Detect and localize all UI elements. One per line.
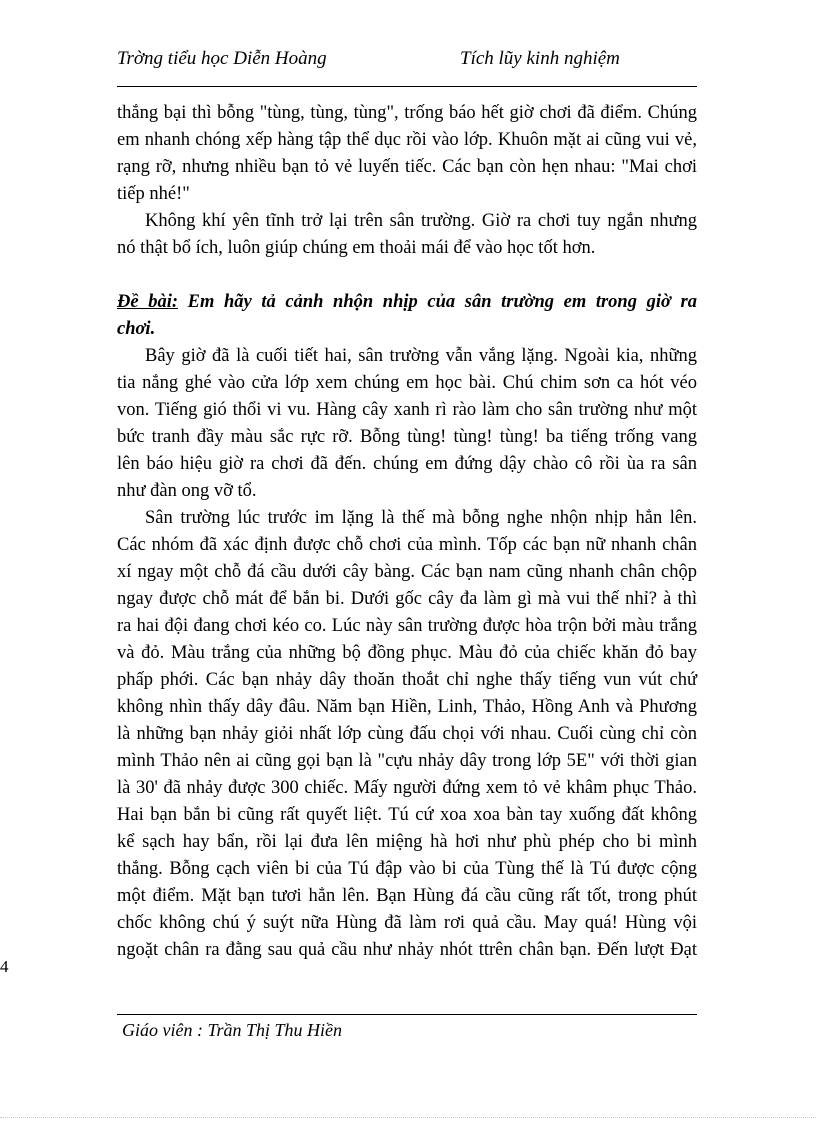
- page-number: 4: [0, 957, 9, 976]
- text-line: nó thật bổ ích, luôn giúp chúng em thoải mái để vào học tốt hơn.: [117, 238, 596, 258]
- text-line: Hai bạn bắn bi cũng rất quyết liệt. Tú cứ xoa xoa bàn tay xuống đất không: [117, 805, 697, 825]
- paragraph-opening: [117, 343, 697, 505]
- header-school-name: Trờng tiểu học Diễn Hoàng: [117, 48, 327, 69]
- text-line: ngay được chỗ mát để bắn bi. Dưới gốc cây đa làm gì mà vui thế nhỉ? à thì: [117, 589, 697, 609]
- text-line: tia nắng ghé vào cửa lớp xem chúng em học bài. Chú chim sơn ca hót véo: [117, 373, 697, 393]
- text-line: bức tranh đầy màu sắc rực rỡ. Bỗng tùng! tùng! tùng! ba tiếng trống vang: [117, 427, 697, 447]
- text-line: em nhanh chóng xếp hàng tập thể dục rồi vào lớp. Khuôn mặt ai cũng vui vẻ,: [117, 130, 697, 150]
- text-line: một điểm. Mặt bạn tươi hẳn lên. Bạn Hùng đá cầu cũng rất tốt, trong phút: [117, 886, 697, 906]
- text-line: mình Thảo nên ai cũng gọi bạn là "cựu nhảy dây trong lớp 5E" với thời gian: [117, 751, 697, 771]
- text-line: phấp phới. Các bạn nhảy dây thoăn thoắt chỉ nghe thấy tiếng vun vút chứ: [117, 670, 697, 690]
- text-line: Bây giờ đã là cuối tiết hai, sân trường vẫn vắng lặng. Ngoài kia, những: [145, 346, 697, 366]
- paragraph-gap: [117, 262, 697, 289]
- text-line: kể sạch hay bẩn, rồi lại đưa lên miệng hà hơi như phù phép cho bi mình: [117, 832, 697, 852]
- text-line: thắng. Bỗng cạch viên bi của Tú đập vào bi của Tùng thế là Tú được cộng: [117, 859, 697, 879]
- text-line: chốc không chú ý suýt nữa Hùng đã làm rơi quả cầu. May quá! Hùng vội: [117, 913, 697, 933]
- assignment-title: [117, 289, 697, 343]
- footer-teacher-name: Giáo viên : Trần Thị Thu Hiền: [122, 1020, 343, 1040]
- text-line: ra hai đội đang chơi kéo co. Lúc này sân trường được hòa trộn bởi màu trắng: [117, 616, 697, 636]
- footer-divider: [117, 1014, 697, 1015]
- text-line: không nhìn thấy dây đâu. Năm bạn Hiền, Linh, Thảo, Hồng Anh và Phương: [117, 697, 697, 717]
- text-line: thắng bại thì bỗng "tùng, tùng, tùng", trống báo hết giờ chơi đã điểm. Chúng: [117, 103, 697, 123]
- text-line: như đàn ong vỡ tổ.: [117, 481, 257, 501]
- text-line: Các nhóm đã xác định được chỗ chơi của mình. Tốp các bạn nữ nhanh chân: [117, 535, 697, 555]
- document-body: [117, 100, 697, 964]
- text-line: xí ngay một chỗ đá cầu dưới cây bàng. Các bạn nam cũng nhanh chân chộp: [117, 562, 697, 582]
- text-line: lên báo hiệu giờ ra chơi đã đến. chúng em đứng dậy chào cô rồi ùa ra sân: [117, 454, 697, 474]
- text-line: von. Tiếng gió thổi vi vu. Hàng cây xanh rì rào làm cho sân trường như một: [117, 400, 697, 420]
- page-header: [117, 48, 697, 80]
- text-line: rạng rỡ, nhưng nhiều bạn tỏ vẻ luyến tiếc. Các bạn còn hẹn nhau: "Mai chơi: [117, 157, 697, 177]
- text-line: ngoặt chân ra đằng sau quả cầu như nhảy nhót ttrên chân bạn. Đến lượt Đạt: [117, 940, 697, 960]
- paragraph-main: [117, 505, 697, 964]
- assignment-prompt: Em hãy tả cảnh nhộn nhịp của sân trường em trong giờ ra: [178, 292, 697, 312]
- text-line: và đỏ. Màu trắng của những bộ đồng phục. Màu đỏ của chiếc khăn đỏ bay: [117, 643, 697, 663]
- assignment-title-line: chơi.: [117, 319, 156, 339]
- header-divider: [117, 86, 697, 87]
- text-line: Không khí yên tĩnh trở lại trên sân trường. Giờ ra chơi tuy ngắn nhưng: [145, 211, 697, 231]
- text-line: tiếp nhé!": [117, 184, 190, 204]
- assignment-label: Đề bài:: [117, 292, 178, 312]
- page-bottom-edge: [0, 1117, 816, 1118]
- text-line: là 30' đã nhảy được 300 chiếc. Mấy người đứng xem tỏ vẻ khâm phục Thảo.: [117, 778, 697, 798]
- paragraph-conclusion: [117, 208, 697, 262]
- text-line: Sân trường lúc trước im lặng là thế mà bỗng nghe nhộn nhịp hẳn lên.: [145, 508, 697, 528]
- paragraph-ending: [117, 100, 697, 208]
- assignment-title-line: [117, 289, 697, 316]
- text-line: là những bạn nhảy giỏi nhất lớp cùng đấu chọi với nhau. Cuối cùng chỉ còn: [117, 724, 697, 744]
- header-subject: Tích lũy kinh nghiệm: [460, 48, 620, 69]
